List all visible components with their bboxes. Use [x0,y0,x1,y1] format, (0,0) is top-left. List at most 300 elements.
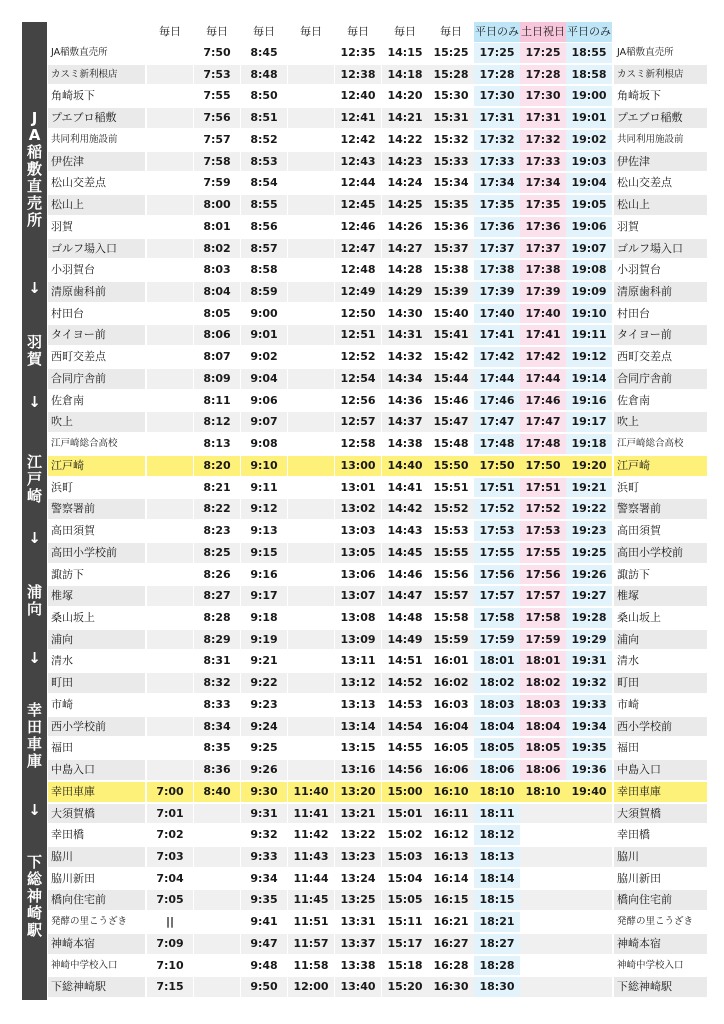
departure-time [288,325,334,345]
stop-name: 浜町 [51,480,73,494]
departure-time [147,499,193,519]
departure-time: 16:12 [433,828,469,842]
departure-time [194,977,240,997]
departure-time: 15:03 [382,847,428,867]
departure-time: 14:49 [382,630,428,650]
departure-time: 17:50 [520,456,566,476]
stop-name-right: プエブロ稲敷 [614,108,707,128]
column-header: 毎日 [440,25,462,38]
departure-time: 13:06 [340,567,376,581]
departure-time: 13:12 [335,673,381,693]
departure-time: 13:15 [340,741,376,755]
departure-time: 17:39 [520,282,566,302]
stop-name-right: 共同利用施設前 [617,133,684,145]
stop-name-right: 諏訪下 [617,567,650,581]
departure-time [566,956,612,976]
departure-time [147,608,193,628]
departure-time: 9:02 [250,350,278,364]
stop-name: 町田 [48,673,145,693]
departure-time: 15:58 [433,610,469,624]
departure-time: 13:07 [335,586,381,606]
departure-time: 9:17 [241,586,287,606]
stop-name: 市崎 [51,697,73,711]
departure-time: 19:35 [566,738,612,758]
departure-time: 8:55 [241,195,287,215]
departure-time [147,217,193,237]
departure-time: 9:04 [241,369,287,389]
departure-time: 17:47 [520,412,566,432]
departure-time: 12:38 [335,65,381,85]
departure-time: 15:59 [428,630,474,650]
departure-time: 11:40 [288,782,334,802]
departure-time: 9:25 [250,741,278,755]
departure-time: 15:44 [428,369,474,389]
departure-time [288,347,334,367]
departure-time: 8:33 [203,697,231,711]
departure-time: 12:35 [340,46,376,59]
departure-time [147,239,193,259]
departure-time [147,325,193,345]
departure-time: 8:26 [203,567,231,581]
departure-time: 13:31 [340,915,376,929]
departure-time: 16:04 [428,717,474,737]
departure-time: 17:25 [520,43,566,63]
departure-time: 8:59 [241,282,287,302]
departure-time: 18:04 [520,717,566,737]
departure-time [520,934,566,954]
departure-time [288,499,334,519]
departure-time: 14:52 [382,673,428,693]
departure-time [288,738,334,758]
table-row [47,216,707,238]
departure-time: 17:55 [520,543,566,563]
departure-time: 16:05 [433,741,469,755]
departure-time [147,65,193,85]
departure-time: 12:41 [335,108,381,128]
section-arrow: ↓ [28,279,41,297]
stop-name: 椎塚 [48,586,145,606]
departure-time [147,152,193,172]
departure-time: || [165,915,175,929]
departure-time: 19:09 [566,282,612,302]
departure-time [288,434,334,454]
departure-time: 16:30 [428,977,474,997]
table-row [47,868,707,890]
departure-time: 17:58 [474,608,520,628]
departure-time [147,717,193,737]
departure-time: 8:25 [194,543,240,563]
departure-time: 8:20 [194,456,240,476]
stop-name-right: 市崎 [617,697,639,711]
column-header: 毎日 [159,25,181,38]
departure-time: 17:41 [474,325,520,345]
table-row [47,520,707,542]
departure-time: 13:21 [335,804,381,824]
departure-time: 15:51 [433,480,469,494]
departure-time: 9:35 [241,890,287,910]
departure-time [147,412,193,432]
departure-time [288,195,334,215]
stop-name-right: カスミ新利根店 [614,65,707,85]
table-row [47,477,707,499]
departure-time: 17:53 [474,521,520,541]
departure-time: 8:23 [203,524,231,538]
stop-name-right: 福田 [617,741,639,755]
departure-time: 18:02 [520,673,566,693]
departure-time [288,478,334,498]
table-row [47,564,707,586]
departure-time: 19:34 [566,717,612,737]
departure-time: 14:40 [382,456,428,476]
departure-time: 16:06 [428,760,474,780]
departure-time: 11:44 [293,871,329,885]
departure-time: 7:59 [203,176,231,190]
departure-time [288,239,334,259]
departure-time: 17:59 [520,630,566,650]
departure-time: 9:41 [250,915,278,929]
stop-name-right: 幸田車庫 [614,782,707,802]
column-header: 毎日 [394,25,416,38]
departure-time: 8:31 [203,654,231,668]
departure-time: 14:27 [382,239,428,259]
table-row [47,824,707,846]
departure-time: 19:23 [566,521,612,541]
section-label: 羽 賀 [26,333,42,368]
table-row [47,737,707,759]
departure-time: 13:16 [335,760,381,780]
departure-time: 15:35 [428,195,474,215]
departure-time: 8:51 [241,108,287,128]
departure-time: 9:07 [241,412,287,432]
departure-time: 17:38 [520,260,566,280]
stop-name: 脇川新田 [51,871,95,885]
departure-time: 14:43 [387,524,423,538]
stop-name-right: 江戸崎 [614,456,707,476]
stop-name: 諏訪下 [51,567,84,581]
departure-time: 13:13 [340,697,376,711]
departure-time: 8:29 [194,630,240,650]
departure-time: 17:46 [474,391,520,411]
departure-time [147,195,193,215]
departure-time: 19:29 [566,630,612,650]
departure-time: 17:28 [474,65,520,85]
departure-time [520,847,566,867]
departure-time: 18:58 [566,65,612,85]
table-row [47,542,707,564]
departure-time: 8:07 [203,350,231,364]
departure-time: 13:20 [335,782,381,802]
section-arrow: ↓ [28,649,41,667]
column-header: 毎日 [347,25,369,38]
departure-time: 17:42 [520,347,566,367]
departure-time: 12:56 [340,393,376,407]
departure-time: 8:06 [194,325,240,345]
departure-time: 8:32 [194,673,240,693]
departure-time [566,869,612,889]
departure-time: 11:51 [293,915,329,929]
departure-time: 7:09 [147,934,193,954]
departure-time: 19:20 [566,456,612,476]
table-row [47,716,707,738]
departure-time [194,869,240,889]
departure-time: 8:35 [203,741,231,755]
departure-time [288,43,334,63]
departure-time [147,630,193,650]
departure-time: 9:06 [250,393,278,407]
departure-time: 9:33 [241,847,287,867]
stop-name: 発酵の里こうざき [51,916,128,928]
stop-name-right: 佐倉南 [617,393,650,407]
departure-time: 11:45 [288,890,334,910]
departure-time: 12:47 [335,239,381,259]
departure-time [147,369,193,389]
departure-time: 19:14 [566,369,612,389]
stop-name: 小羽賀台 [51,263,95,277]
stop-name-right: 西町交差点 [617,350,672,364]
departure-time: 17:35 [520,195,566,215]
departure-time: 12:51 [335,325,381,345]
departure-time: 19:02 [566,130,612,150]
table-row [47,324,707,346]
departure-time [520,804,566,824]
departure-time: 14:28 [387,263,423,277]
departure-time: 19:07 [566,239,612,259]
departure-time: 8:52 [250,132,278,146]
departure-time: 12:49 [335,282,381,302]
departure-time [288,586,334,606]
departure-time: 17:59 [474,630,520,650]
departure-time: 13:14 [335,717,381,737]
departure-time: 8:02 [194,239,240,259]
table-row [47,42,707,64]
table-row [47,911,707,933]
departure-time [288,760,334,780]
departure-time: 18:10 [520,782,566,802]
column-header: 平日のみ [566,22,612,42]
departure-time: 14:55 [387,741,423,755]
departure-time: 14:45 [382,543,428,563]
table-row [47,498,707,520]
section-arrow: ↓ [28,529,41,547]
departure-time: 19:04 [566,173,612,193]
stop-name-right: 神崎本宿 [614,934,707,954]
departure-time [147,173,193,193]
stop-name: 江戸崎総合高校 [51,438,118,450]
table-row [47,411,707,433]
departure-time: 17:40 [520,304,566,324]
departure-time: 13:11 [340,654,376,668]
departure-time: 15:39 [428,282,474,302]
departure-time: 17:56 [520,565,566,585]
departure-time: 16:11 [428,804,474,824]
departure-time: 18:01 [474,651,520,671]
departure-time [194,912,240,932]
stop-name-right: 清原歯科前 [614,282,707,302]
departure-time: 19:01 [566,108,612,128]
stop-name: 伊佐津 [48,152,145,172]
column-header: 平日のみ [474,22,520,42]
departure-time: 16:14 [433,871,469,885]
stop-name-right: 江戸崎総合高校 [617,438,684,450]
departure-time: 17:33 [474,152,520,172]
departure-time [288,217,334,237]
departure-time: 8:28 [203,610,231,624]
departure-time: 13:03 [340,524,376,538]
departure-time: 9:47 [241,934,287,954]
departure-time: 7:02 [156,828,184,842]
departure-time: 9:22 [241,673,287,693]
stop-name: 吹上 [48,412,145,432]
departure-time: 19:28 [566,608,612,628]
table-row [47,672,707,694]
departure-time: 16:28 [433,958,469,972]
departure-time: 19:33 [566,695,612,715]
departure-time: 17:48 [520,434,566,454]
departure-time [520,825,566,845]
departure-time: 14:48 [387,610,423,624]
departure-time: 14:15 [387,46,423,59]
stop-name-right: 橋向住宅前 [614,890,707,910]
stop-name: 幸田車庫 [48,782,145,802]
departure-time [288,456,334,476]
departure-time: 19:17 [566,412,612,432]
departure-time [288,651,334,671]
stop-name-right: 町田 [614,673,707,693]
departure-time: 19:31 [566,651,612,671]
departure-time: 14:34 [382,369,428,389]
departure-time: 14:22 [387,132,423,146]
departure-time: 19:11 [566,325,612,345]
departure-time: 18:05 [474,738,520,758]
departure-time: 18:01 [520,651,566,671]
departure-time [520,977,566,997]
departure-time [147,260,193,280]
table-row [47,629,707,651]
departure-time: 15:28 [428,65,474,85]
table-row [47,846,707,868]
departure-time [288,152,334,172]
stop-name: 中島入口 [48,760,145,780]
departure-time: 9:31 [241,804,287,824]
departure-time: 15:38 [433,263,469,277]
stop-name-right: 伊佐津 [614,152,707,172]
departure-time: 8:27 [194,586,240,606]
departure-time: 17:57 [520,586,566,606]
departure-time: 7:05 [147,890,193,910]
departure-time: 15:36 [433,219,469,233]
stop-name: 幸田橋 [51,828,84,842]
departure-time [288,673,334,693]
departure-time: 11:43 [288,847,334,867]
departure-time: 8:03 [203,263,231,277]
section-label: 江 戸 崎 [26,453,42,505]
departure-time: 19:00 [566,86,612,106]
departure-time [147,391,193,411]
departure-time: 12:48 [340,263,376,277]
departure-time: 19:16 [566,391,612,411]
departure-time [288,630,334,650]
departure-time: 17:42 [474,347,520,367]
departure-time: 17:52 [474,499,520,519]
departure-time: 9:19 [241,630,287,650]
departure-time [147,521,193,541]
departure-time [288,86,334,106]
section-label: J A 稲 敷 直 売 所 [26,109,42,229]
departure-time: 15:56 [433,567,469,581]
stop-name-right: 椎塚 [614,586,707,606]
stop-name: 下総神崎駅 [48,977,145,997]
route-sections-sidebar [22,22,47,1000]
departure-time: 7:10 [156,958,184,972]
departure-time [288,412,334,432]
departure-time: 14:54 [382,717,428,737]
stop-name-right: 村田台 [617,306,650,320]
departure-time: 7:50 [203,46,231,59]
table-row [47,281,707,303]
stop-name-right: JA稲敷直売所 [617,47,674,58]
departure-time: 9:30 [241,782,287,802]
departure-time: 9:24 [241,717,287,737]
departure-time: 13:09 [335,630,381,650]
departure-time: 14:26 [387,219,423,233]
departure-time: 15:46 [433,393,469,407]
departure-time: 11:57 [288,934,334,954]
departure-time [288,717,334,737]
departure-time: 8:54 [250,176,278,190]
departure-time: 9:23 [250,697,278,711]
departure-time: 13:37 [335,934,381,954]
departure-time: 7:01 [147,804,193,824]
stop-name: JA稲敷直売所 [51,47,108,58]
departure-time: 7:00 [147,782,193,802]
departure-time: 17:40 [474,304,520,324]
departure-time: 15:05 [382,890,428,910]
table-row [47,194,707,216]
departure-time: 17:28 [520,65,566,85]
departure-time: 9:11 [250,480,278,494]
departure-time [288,304,334,324]
departure-time: 18:06 [520,760,566,780]
departure-time [520,956,566,976]
stop-name-right: 桑山坂上 [617,610,661,624]
departure-time: 15:57 [428,586,474,606]
departure-time: 17:32 [520,130,566,150]
stop-name-right: 小羽賀台 [617,263,661,277]
departure-time: 18:04 [474,717,520,737]
departure-time: 8:48 [241,65,287,85]
departure-time: 13:25 [335,890,381,910]
stop-name-right: 警察署前 [614,499,707,519]
departure-time [566,912,612,932]
departure-time: 14:24 [387,176,423,190]
departure-time: 15:37 [428,239,474,259]
departure-time: 18:03 [520,695,566,715]
departure-time: 15:47 [428,412,474,432]
departure-time: 18:06 [474,760,520,780]
section-arrow: ↓ [28,801,41,819]
stop-name-right: 中島入口 [614,760,707,780]
departure-time: 15:30 [433,89,469,103]
departure-time: 18:30 [474,977,520,997]
departure-time: 17:51 [520,478,566,498]
stop-name: 大須賀橋 [48,804,145,824]
departure-time: 12:57 [335,412,381,432]
column-header: 毎日 [206,25,228,38]
departure-time: 9:16 [250,567,278,581]
departure-time: 8:09 [194,369,240,389]
departure-time: 11:41 [288,804,334,824]
departure-time: 9:08 [250,437,278,451]
